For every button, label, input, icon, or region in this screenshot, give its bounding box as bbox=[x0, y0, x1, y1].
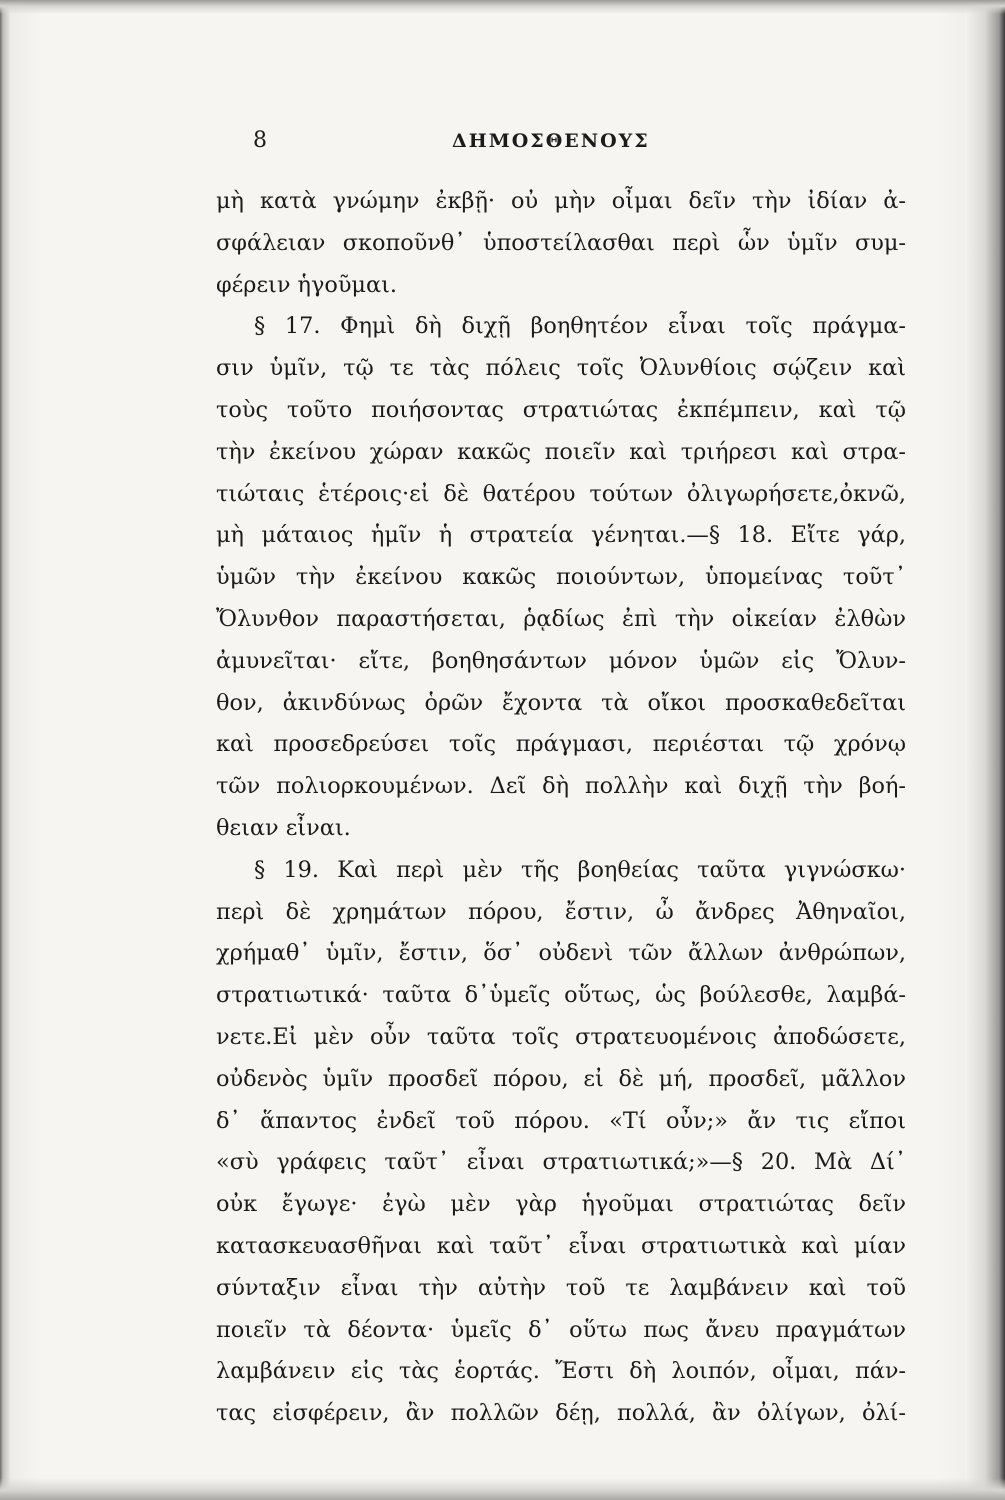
text-line: οὐδενὸς ὑμῖν προσδεῖ πόρου, εἰ δὲ μή, προσδεῖ, μᾶλλον bbox=[216, 1065, 906, 1092]
text-line: Ὄλυνθον παραστήσεται, ῥᾳδίως ἐπὶ τὴν οἰκείαν ἐλθὼν bbox=[216, 605, 906, 632]
text-line: θον, ἀκινδύνως ὁρῶν ἔχοντα τὰ οἴκοι προσκαθεδεῖται bbox=[216, 689, 906, 716]
text-line: μὴ κατὰ γνώμην ἐκβῇ· οὐ μὴν οἶμαι δεῖν τὴν ἰδίαν ἀ- bbox=[216, 188, 906, 214]
text-line: σύνταξιν εἶναι τὴν αὐτὴν τοῦ τε λαμβάνειν καὶ τοῦ bbox=[216, 1274, 906, 1301]
text-line: στρατιωτικά· ταῦτα δ᾽ὑμεῖς οὕτως, ὡς βούλεσθε, λαμβά- bbox=[216, 982, 906, 1009]
page-bottom-edge-shadow bbox=[0, 1478, 1005, 1500]
text-line: τας εἰσφέρειν, ἂν πολλῶν δέῃ, πολλά, ἂν ὀλίγων, ὀλί- bbox=[216, 1400, 906, 1427]
text-line: ὑμῶν τὴν ἐκείνου κακῶς ποιούντων, ὑπομείνας τοῦτ᾽ bbox=[216, 564, 906, 591]
text-line: ἀμυνεῖται· εἴτε, βοηθησάντων μόνον ὑμῶν εἰς Ὄλυν- bbox=[216, 647, 906, 674]
paragraph-start-line: § 17. Φημὶ δὴ διχῇ βοηθητέον εἶναι τοῖς πράγμα- bbox=[254, 313, 906, 340]
text-line: «σὺ γράφεις ταῦτ᾽ εἶναι στρατιωτικά;»—§ 20. Μὰ Δί᾽ bbox=[216, 1149, 906, 1176]
text-line: τῶν πολιορκουμένων. Δεῖ δὴ πολλὴν καὶ διχῇ τὴν βοή- bbox=[216, 773, 906, 800]
text-line: νετε.Εἰ μὲν οὖν ταῦτα τοῖς στρατευομένοις ἀποδώσετε, bbox=[216, 1023, 906, 1050]
page-left-edge-shadow bbox=[0, 0, 10, 1500]
page-top-edge-shadow bbox=[0, 0, 1005, 14]
paragraph-start-line: § 19. Καὶ περὶ μὲν τῆς βοηθείας ταῦτα γιγνώσκω· bbox=[254, 856, 906, 883]
text-line: τὴν ἐκείνου χώραν κακῶς ποιεῖν καὶ τριήρεσι καὶ στρα- bbox=[216, 438, 906, 465]
page-number: 8 bbox=[253, 128, 268, 153]
page-right-edge-shadow bbox=[965, 0, 1005, 1500]
text-line: σφάλειαν σκοποῦνθ᾽ ὑποστείλασθαι περὶ ὧν ὑμῖν συμ- bbox=[216, 229, 906, 256]
text-line: τιώταις ἑτέροις·εἰ δὲ θατέρου τούτων ὀλιγωρήσετε,ὀκνῶ, bbox=[216, 480, 906, 507]
body-text bbox=[216, 181, 906, 1435]
text-line: χρήμαθ᾽ ὑμῖν, ἔστιν, ὅσ᾽ οὐδενὶ τῶν ἄλλων ἀνθρώπων, bbox=[216, 940, 906, 967]
running-title: ΔΗΜΟΣΘΕΝΟΥΣ bbox=[452, 130, 650, 152]
page-header bbox=[0, 128, 1005, 168]
text-line: περὶ δὲ χρημάτων πόρου, ἔστιν, ὦ ἄνδρες Ἀθηναῖοι, bbox=[216, 898, 906, 925]
text-line: τοὺς τοῦτο ποιήσοντας στρατιώτας ἐκπέμπειν, καὶ τῷ bbox=[216, 396, 906, 423]
text-line: δ᾽ ἅπαντος ἐνδεῖ τοῦ πόρου. «Τί οὖν;» ἄν τις εἴποι bbox=[216, 1107, 906, 1134]
text-line: λαμβάνειν εἰς τὰς ἑορτάς. Ἔστι δὴ λοιπόν, οἶμαι, πάν- bbox=[216, 1358, 906, 1385]
text-line: θειαν εἶναι. bbox=[216, 814, 351, 841]
text-line: φέρειν ἡγοῦμαι. bbox=[216, 271, 398, 298]
text-line: σιν ὑμῖν, τῷ τε τὰς πόλεις τοῖς Ὀλυνθίοις σῴζειν καὶ bbox=[216, 355, 906, 382]
text-line: κατασκευασθῆναι καὶ ταῦτ᾽ εἶναι στρατιωτικὰ καὶ μίαν bbox=[216, 1232, 906, 1259]
text-line: οὐκ ἔγωγε· ἐγὼ μὲν γὰρ ἡγοῦμαι στρατιώτας δεῖν bbox=[216, 1191, 906, 1218]
text-line: ποιεῖν τὰ δέοντα· ὑμεῖς δ᾽ οὕτω πως ἄνευ πραγμάτων bbox=[216, 1316, 906, 1343]
text-line: καὶ προσεδρεύσει τοῖς πράγμασι, περιέσται τῷ χρόνῳ bbox=[216, 731, 906, 758]
text-line: μὴ μάταιος ἡμῖν ἡ στρατεία γένηται.—§ 18. Εἴτε γάρ, bbox=[216, 522, 906, 549]
